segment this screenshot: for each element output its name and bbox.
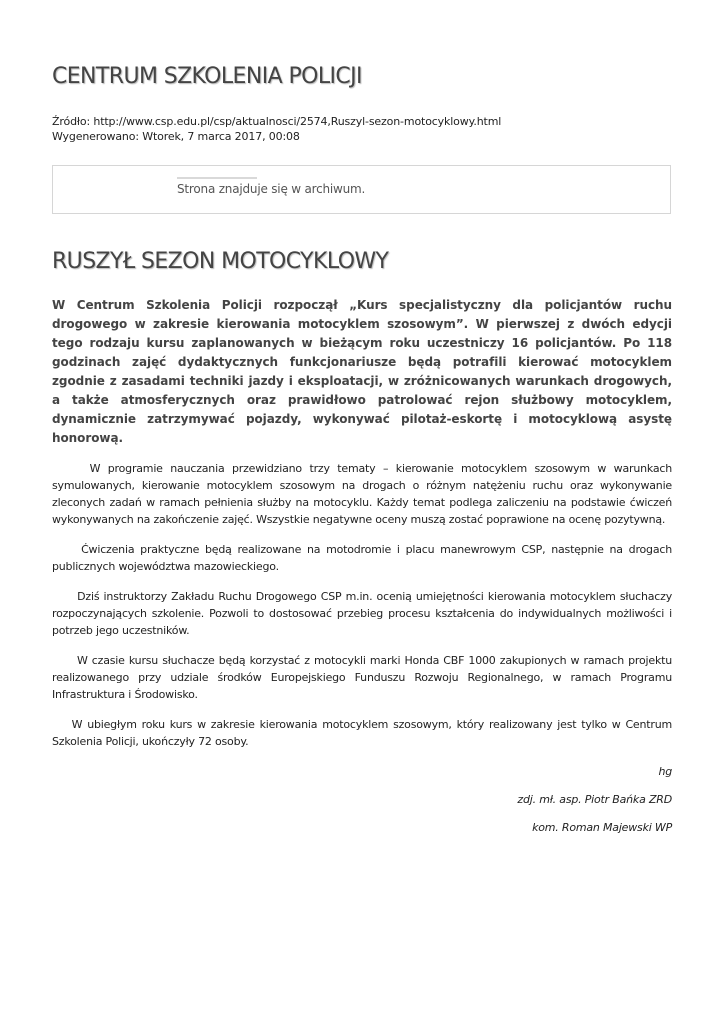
source-url: Źródło: http://www.csp.edu.pl/csp/aktualnosci/2574,Ruszyl-sezon-motocyklowy.html (52, 115, 502, 128)
article-body (52, 460, 676, 847)
article-title: RUSZYŁ SEZON MOTOCYKLOWY (52, 249, 389, 274)
site-title: CENTRUM SZKOLENIA POLICJI (52, 64, 362, 89)
body-paragraph: W programie nauczania przewidziano trzy tematy – kierowanie motocyklem szosowym w warunkach symulowanych, kierowanie motocyklem szosowym na drogach o różnym natężeniu ruchu oraz wykonywanie zleconych zadań w ramach pełnienia służby na motocyklu. Każdy temat podlega zaliczeniu na podstawie ćwiczeń wykonywanych na zakończenie zajęć. Wszystkie negatywne oceny muszą zostać poprawione na ocenę pozytywną. (52, 462, 676, 526)
body-paragraph: W ubiegłym roku kurs w zakresie kierowania motocyklem szosowym, który realizowany jest tylko w Centrum Szkolenia Policji, ukończyły 72 osoby. (52, 718, 676, 748)
signature-photo: zdj. mł. asp. Piotr Bańka ZRD (517, 793, 672, 806)
signature-author: hg (658, 765, 672, 778)
generated-date: Wygenerowano: Wtorek, 7 marca 2017, 00:08 (52, 130, 300, 143)
signature-editor: kom. Roman Majewski WP (532, 821, 672, 834)
document-meta (52, 114, 501, 144)
archive-notice-box (52, 165, 671, 214)
archive-divider (177, 177, 257, 179)
body-paragraph: Dziś instruktorzy Zakładu Ruchu Drogowego CSP m.in. ocenią umiejętności kierowania motocyklem słuchaczy rozpoczynających szkolenie. Pozwoli to dostosować przebieg procesu kształcenia do indywidualnych możliwości i potrzeb jego uczestników. (52, 590, 676, 637)
body-paragraph: W czasie kursu słuchacze będą korzystać z motocykli marki Honda CBF 1000 zakupionych w ramach projektu realizowanego przy udziale środków Europejskiego Funduszu Rozwoju Regionalnego, w ramach Programu Infrastruktura i Środowisko. (52, 654, 676, 701)
archive-notice: Strona znajduje się w archiwum. (177, 182, 366, 196)
body-paragraph: Ćwiczenia praktyczne będą realizowane na motodromie i placu manewrowym CSP, następnie na drogach publicznych województwa mazowieckiego. (52, 543, 676, 573)
article-lead: W Centrum Szkolenia Policji rozpoczął „Kurs specjalistyczny dla policjantów ruchu drogowego w zakresie kierowania motocyklem szosowym”. W pierwszej z dwóch edycji tego rodzaju kursu zaplanowanych w bieżącym roku uczestniczy 16 policjantów. Po 118 godzinach zajęć dydaktycznych funkcjonariusze będą potrafili kierować motocyklem zgodnie z zasadami techniki jazdy i eksploatacji, w zróżnicowanych warunkach drogowych, a także atmosferycznych oraz prawidłowo patrolować rejon służbowy motocyklem, dynamicznie zatrzymywać pojazdy, wykonywać pilotaż-eskortę i motocyklową asystę honorową. (52, 298, 672, 445)
